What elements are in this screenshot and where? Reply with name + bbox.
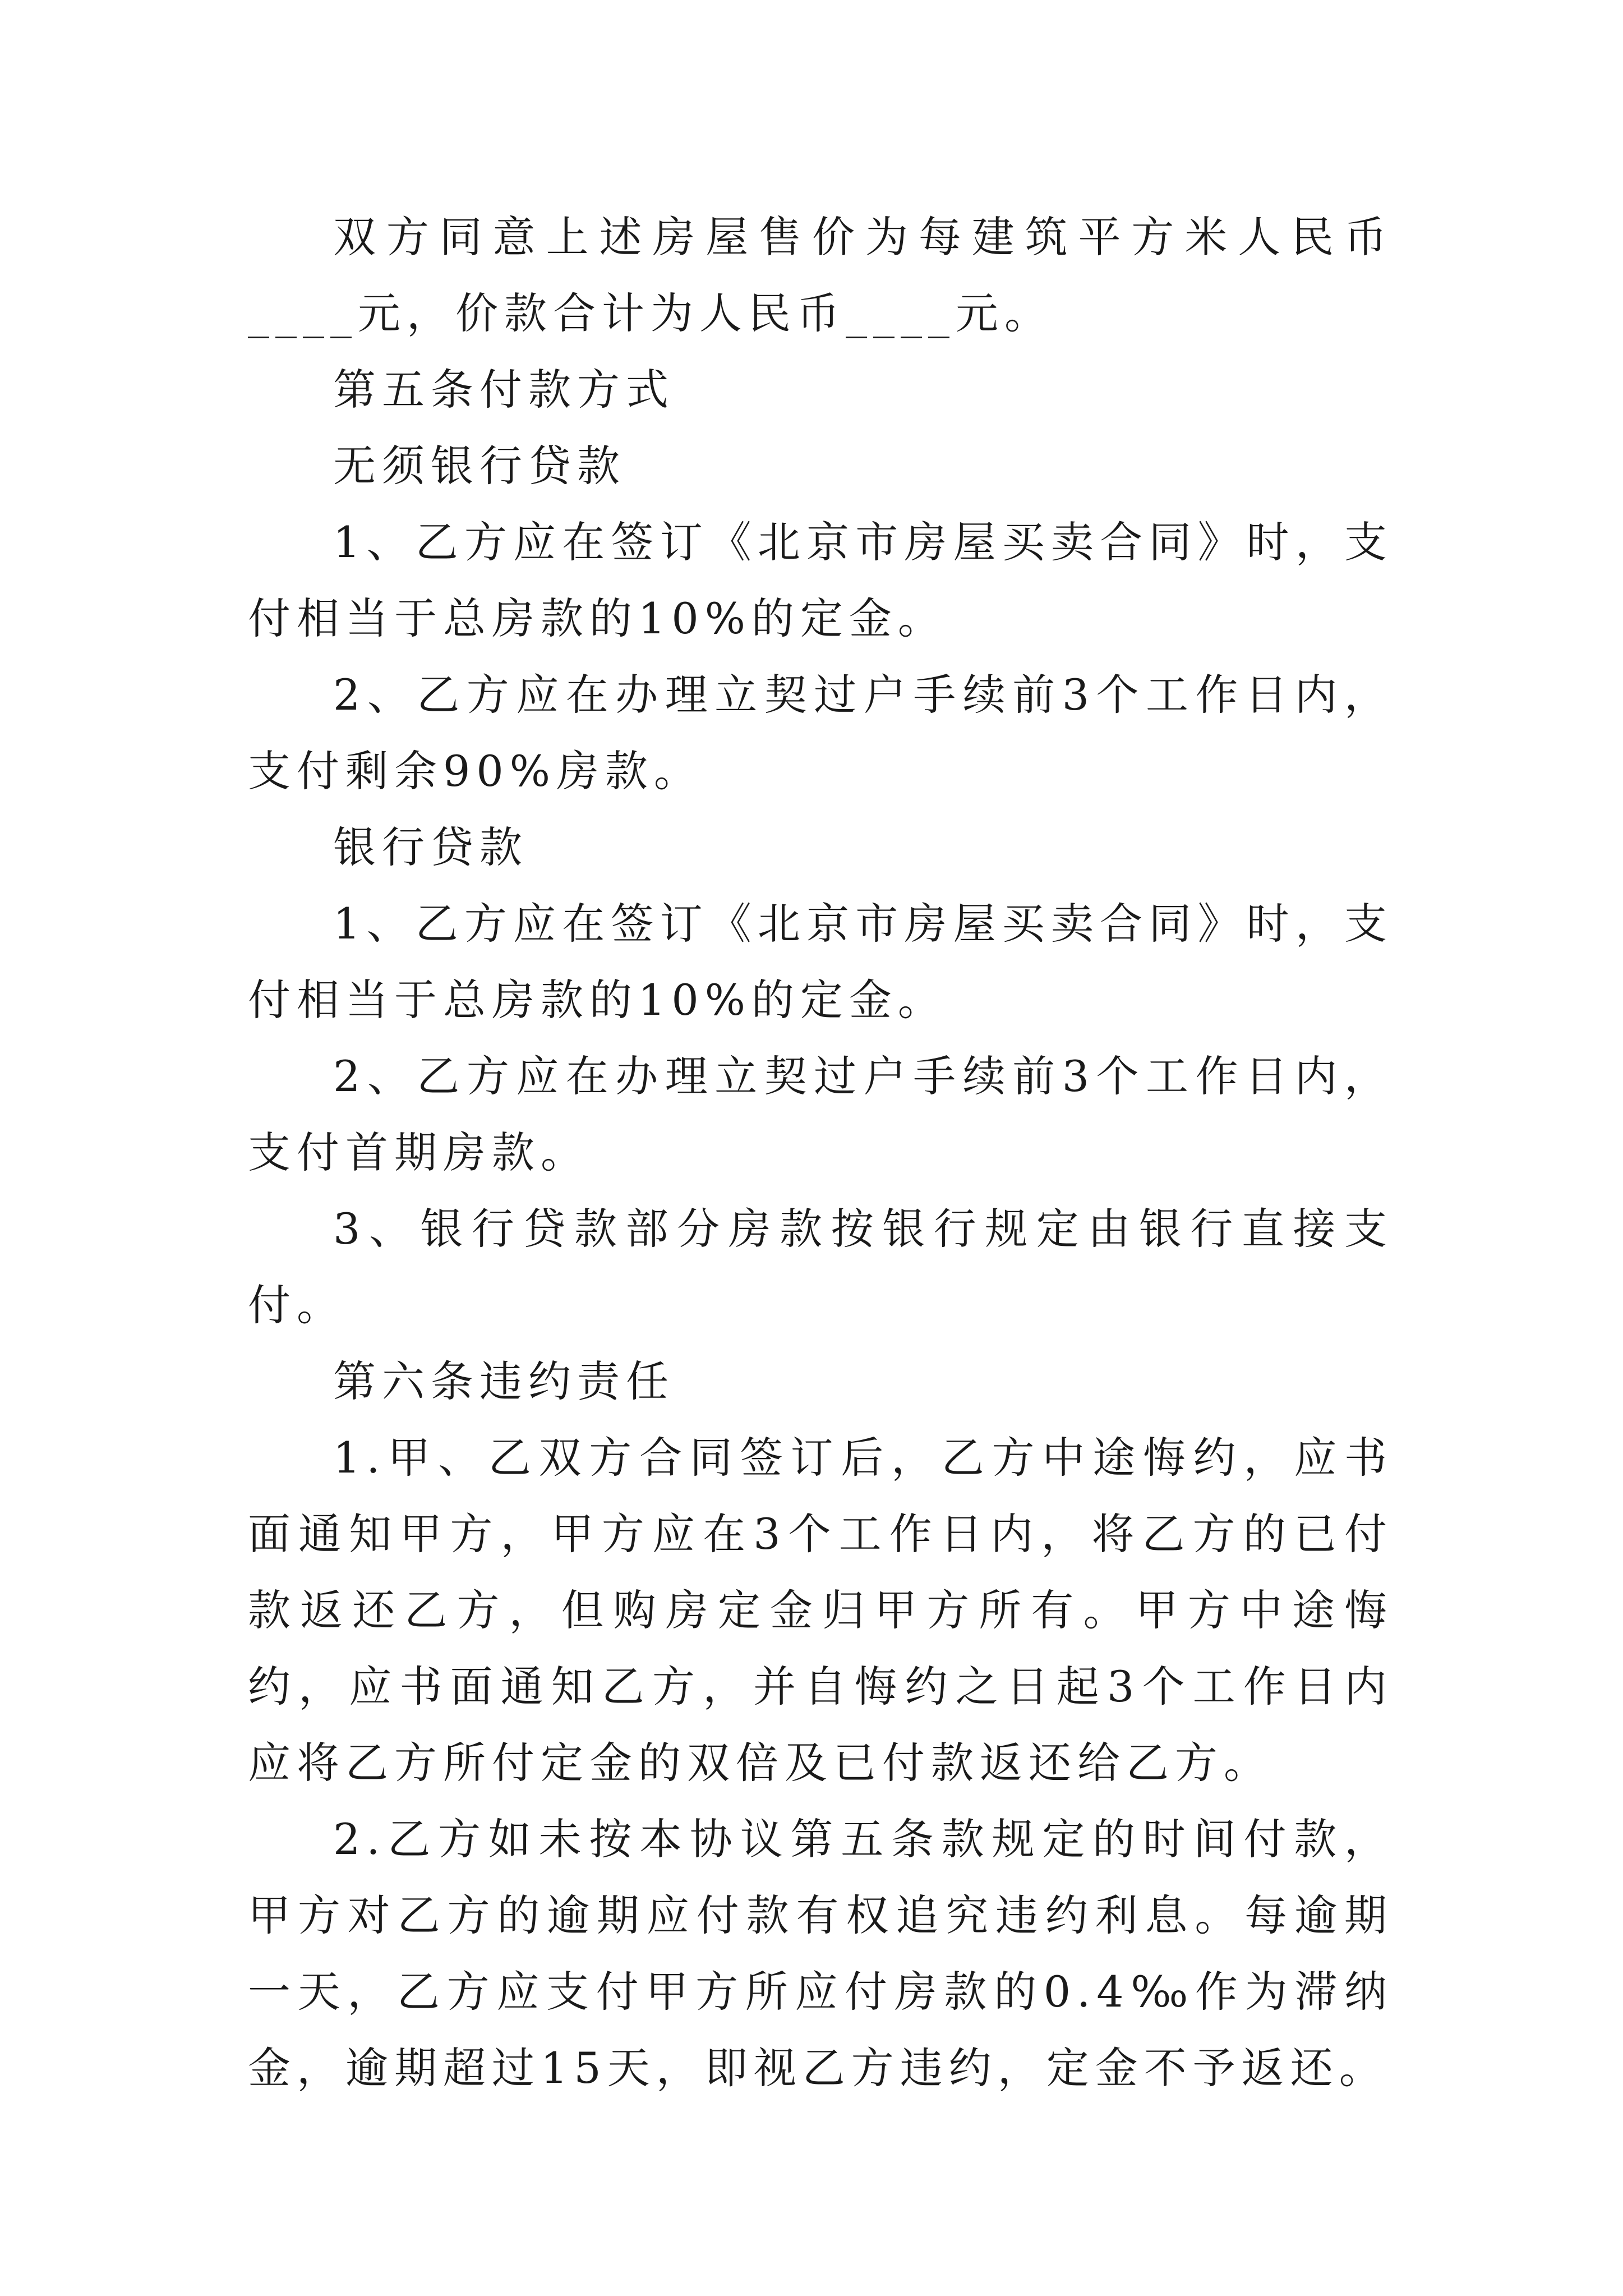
no-loan-subheading: 无须银行贷款 — [333, 441, 626, 491]
price-paragraph: 双方同意上述房屋售价为每建筑平方米人民币____元，价款合计为人民币____元。 — [248, 212, 1393, 338]
bank-loan-clause-3: 3、银行贷款部分房款按银行规定由银行直接支付。 — [248, 1204, 1393, 1330]
bank-loan-clause-2: 2、乙方应在办理立契过户手续前3个工作日内，支付首期房款。 — [248, 1051, 1393, 1177]
breach-clause-2: 2.乙方如未按本协议第五条款规定的时间付款，甲方对乙方的逾期应付款有权追究违约利息。每逾期一天，乙方应支付甲方所应付房款的0.4‰作为滞纳金，逾期超过15天，即视乙方违约，定金不予返还。 — [248, 1814, 1393, 2093]
breach-clause-1: 1.甲、乙双方合同签订后，乙方中途悔约，应书面通知甲方，甲方应在3个工作日内，将乙方的已付款返还乙方，但购房定金归甲方所有。甲方中途悔约，应书面通知乙方，并自悔约之日起3个工作日内应将乙方所付定金的双倍及已付款返还给乙方。 — [248, 1433, 1393, 1788]
document-body — [248, 199, 1393, 2106]
bank-loan-subheading: 银行贷款 — [333, 822, 528, 872]
article-5-heading: 第五条付款方式 — [333, 365, 675, 415]
no-loan-clause-2: 2、乙方应在办理立契过户手续前3个工作日内，支付剩余90%房款。 — [248, 670, 1393, 796]
article-6-heading: 第六条违约责任 — [333, 1356, 675, 1406]
no-loan-clause-1: 1、乙方应在签订《北京市房屋买卖合同》时，支付相当于总房款的10%的定金。 — [248, 517, 1393, 643]
bank-loan-clause-1: 1、乙方应在签订《北京市房屋买卖合同》时，支付相当于总房款的10%的定金。 — [248, 899, 1393, 1025]
